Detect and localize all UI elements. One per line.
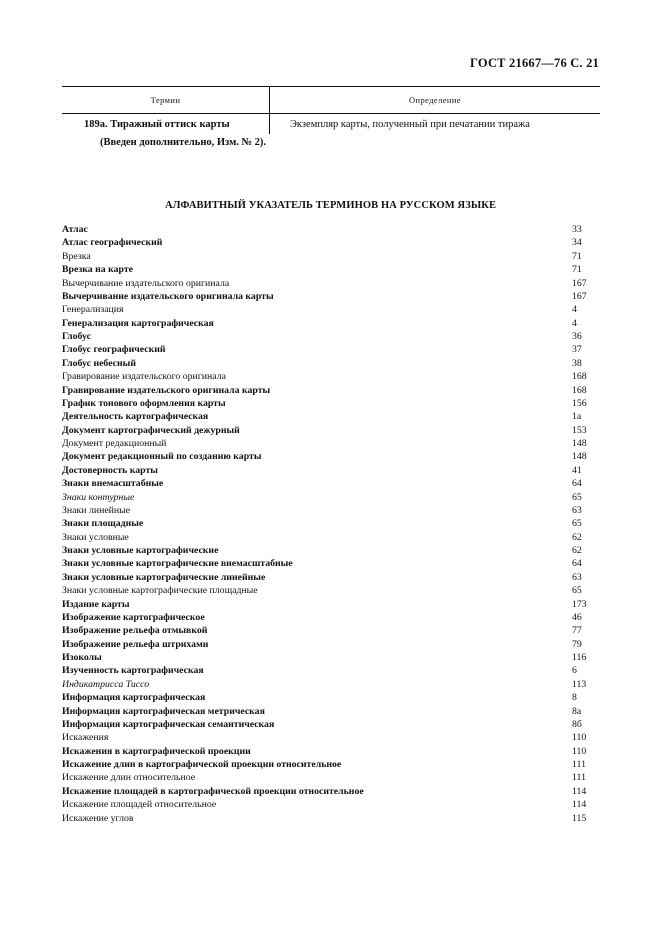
index-term: Документ редакционный по созданию карты (62, 451, 262, 463)
index-page-number: 114 (572, 799, 587, 811)
index-page-number: 79 (572, 638, 582, 650)
index-entry (62, 638, 600, 651)
index-term: Документ картографический дежурный (62, 424, 240, 436)
index-page-number: 6 (572, 665, 577, 677)
alphabetical-index (62, 223, 600, 825)
index-entry (62, 384, 600, 397)
index-term: Изображение рельефа отмывкой (62, 625, 208, 637)
index-entry (62, 571, 600, 584)
index-entry (62, 330, 600, 343)
index-term: Глобус (62, 331, 91, 342)
index-term: Искажение углов (62, 812, 134, 824)
definition-cell: Экземпляр карты, полученный при печатании тиража (290, 119, 530, 130)
index-page-number: 115 (572, 812, 587, 824)
index-page-number: 63 (572, 504, 582, 516)
index-entry (62, 544, 600, 557)
index-page-number: 77 (572, 625, 582, 637)
index-entry (62, 771, 600, 784)
index-page-number: 156 (572, 397, 587, 409)
index-page-number: 1а (572, 411, 582, 423)
index-page-number: 8а (572, 705, 582, 717)
index-entry (62, 785, 600, 798)
index-entry (62, 598, 600, 611)
index-page-number: 110 (572, 732, 587, 744)
column-header-definition: Определение (409, 95, 461, 105)
table-header-row (62, 86, 600, 114)
index-entry (62, 557, 600, 570)
index-term: Гравирование издательского оригинала карты (62, 384, 271, 396)
index-term: Вычерчивание издательского оригинала (62, 277, 230, 289)
index-page-number: 64 (572, 478, 582, 490)
index-entry (62, 531, 600, 544)
index-entry (62, 651, 600, 664)
index-entry (62, 624, 600, 637)
index-entry (62, 223, 600, 236)
index-entry (62, 250, 600, 263)
index-term: Врезка на карте (62, 264, 133, 276)
index-entry (62, 691, 600, 704)
index-entry (62, 504, 600, 517)
index-page-number: 110 (572, 745, 587, 757)
index-entry (62, 410, 600, 423)
index-page-number: 113 (572, 678, 587, 690)
index-term: Искажение длин в картографической проекции относительное (62, 759, 342, 770)
index-term: Атлас географический (62, 237, 163, 249)
index-entry (62, 277, 600, 290)
index-entry (62, 263, 600, 276)
index-entry (62, 303, 600, 316)
index-page-number: 71 (572, 264, 582, 276)
index-page-number: 111 (572, 772, 586, 784)
index-term: Знаки условные картографические линейные (62, 571, 266, 583)
index-entry (62, 678, 600, 691)
index-entry (62, 236, 600, 249)
index-term: Знаки контурные (62, 491, 135, 503)
index-page-number: 62 (572, 531, 582, 543)
index-page-number: 168 (572, 384, 587, 396)
index-page-number: 65 (572, 518, 582, 530)
index-entry (62, 731, 600, 744)
index-term: Изученность картографическая (62, 665, 204, 677)
index-page-number: 63 (572, 571, 582, 583)
index-term: Глобус географический (62, 344, 166, 356)
index-term: Знаки линейные (62, 504, 131, 516)
index-page-number: 173 (572, 598, 587, 610)
index-entry (62, 611, 600, 624)
index-term: График тонового оформления карты (62, 397, 226, 409)
index-page-number: 8б (572, 718, 582, 730)
index-entry (62, 798, 600, 811)
index-entry (62, 664, 600, 677)
column-header-term: Термин (150, 95, 181, 105)
index-page-number: 111 (572, 759, 586, 770)
index-term: Изоколы (62, 652, 102, 663)
index-page-number: 114 (572, 785, 587, 797)
index-entry (62, 464, 600, 477)
index-term: Гравирование издательского оригинала (62, 371, 226, 383)
index-term: Достоверность карты (62, 464, 158, 476)
index-entry (62, 718, 600, 731)
index-term: Знаки условные картографические (62, 545, 219, 556)
index-entry (62, 758, 600, 771)
index-page-number: 65 (572, 491, 582, 503)
index-page-number: 36 (572, 331, 582, 342)
index-term: Знаки внемасштабные (62, 478, 164, 490)
index-entry (62, 584, 600, 597)
index-term: Искажение длин относительное (62, 772, 196, 784)
index-page-number: 153 (572, 424, 587, 436)
term-cell: 189а. Тиражный оттиск карты (84, 119, 230, 130)
index-term: Искажение площадей в картографической проекции относительное (62, 785, 364, 797)
index-page-number: 8 (572, 692, 577, 704)
index-entry (62, 705, 600, 718)
page-header: ГОСТ 21667—76 С. 21 (470, 56, 599, 70)
index-entry (62, 491, 600, 504)
index-page-number: 148 (572, 438, 587, 449)
index-term: Искажение площадей относительное (62, 799, 217, 811)
index-page-number: 37 (572, 344, 582, 356)
index-entry (62, 812, 600, 825)
index-page-number: 33 (572, 224, 582, 235)
index-term: Глобус небесный (62, 357, 136, 369)
index-page-number: 116 (572, 652, 587, 663)
index-term: Изображение рельефа штрихами (62, 638, 209, 650)
index-entry (62, 745, 600, 758)
index-term: Искажения в картографической проекции (62, 745, 251, 757)
term-definition-table (62, 86, 600, 136)
index-entry (62, 517, 600, 530)
index-term: Информация картографическая метрическая (62, 705, 265, 717)
index-term: Информация картографическая семантическая (62, 718, 275, 730)
index-entry (62, 477, 600, 490)
index-term: Знаки условные картографические внемасштабные (62, 558, 293, 570)
index-term: Генерализация (62, 304, 124, 316)
index-term: Генерализация картографическая (62, 317, 214, 329)
index-title: АЛФАВИТНЫЙ УКАЗАТЕЛЬ ТЕРМИНОВ НА РУССКОМ ЯЗЫКЕ (164, 200, 497, 211)
index-entry (62, 317, 600, 330)
index-entry (62, 343, 600, 356)
index-entry (62, 424, 600, 437)
index-page-number: 71 (572, 250, 582, 262)
table-row (62, 114, 600, 136)
index-page-number: 65 (572, 585, 582, 597)
index-page-number: 41 (572, 464, 582, 476)
index-entry (62, 357, 600, 370)
index-page-number: 64 (572, 558, 582, 570)
index-term: Искажения (62, 732, 109, 744)
index-entry (62, 437, 600, 450)
index-term: Информация картографическая (62, 692, 206, 704)
index-term: Вычерчивание издательского оригинала карты (62, 290, 274, 302)
index-page-number: 167 (572, 290, 587, 302)
index-page-number: 34 (572, 237, 582, 249)
index-term: Индикатрисса Тиссо (62, 678, 150, 690)
amendment-note: (Введен дополнительно, Изм. № 2). (100, 137, 267, 148)
index-term: Знаки условные картографические площадные (62, 585, 258, 597)
index-page-number: 38 (572, 357, 582, 369)
index-term: Документ редакционный (62, 438, 167, 449)
index-term: Атлас (62, 224, 88, 235)
index-term: Издание карты (62, 598, 130, 610)
index-page-number: 167 (572, 277, 587, 289)
index-entry (62, 290, 600, 303)
index-entry (62, 450, 600, 463)
index-page-number: 62 (572, 545, 582, 556)
index-page-number: 168 (572, 371, 587, 383)
index-term: Изображение картографическое (62, 611, 205, 623)
index-term: Знаки условные (62, 531, 129, 543)
index-entry (62, 397, 600, 410)
index-page-number: 46 (572, 611, 582, 623)
index-entry (62, 370, 600, 383)
index-term: Врезка (62, 250, 91, 262)
index-term: Деятельность картографическая (62, 411, 209, 423)
index-term: Знаки площадные (62, 518, 144, 530)
index-page-number: 4 (572, 317, 577, 329)
index-page-number: 148 (572, 451, 587, 463)
index-page-number: 4 (572, 304, 577, 316)
